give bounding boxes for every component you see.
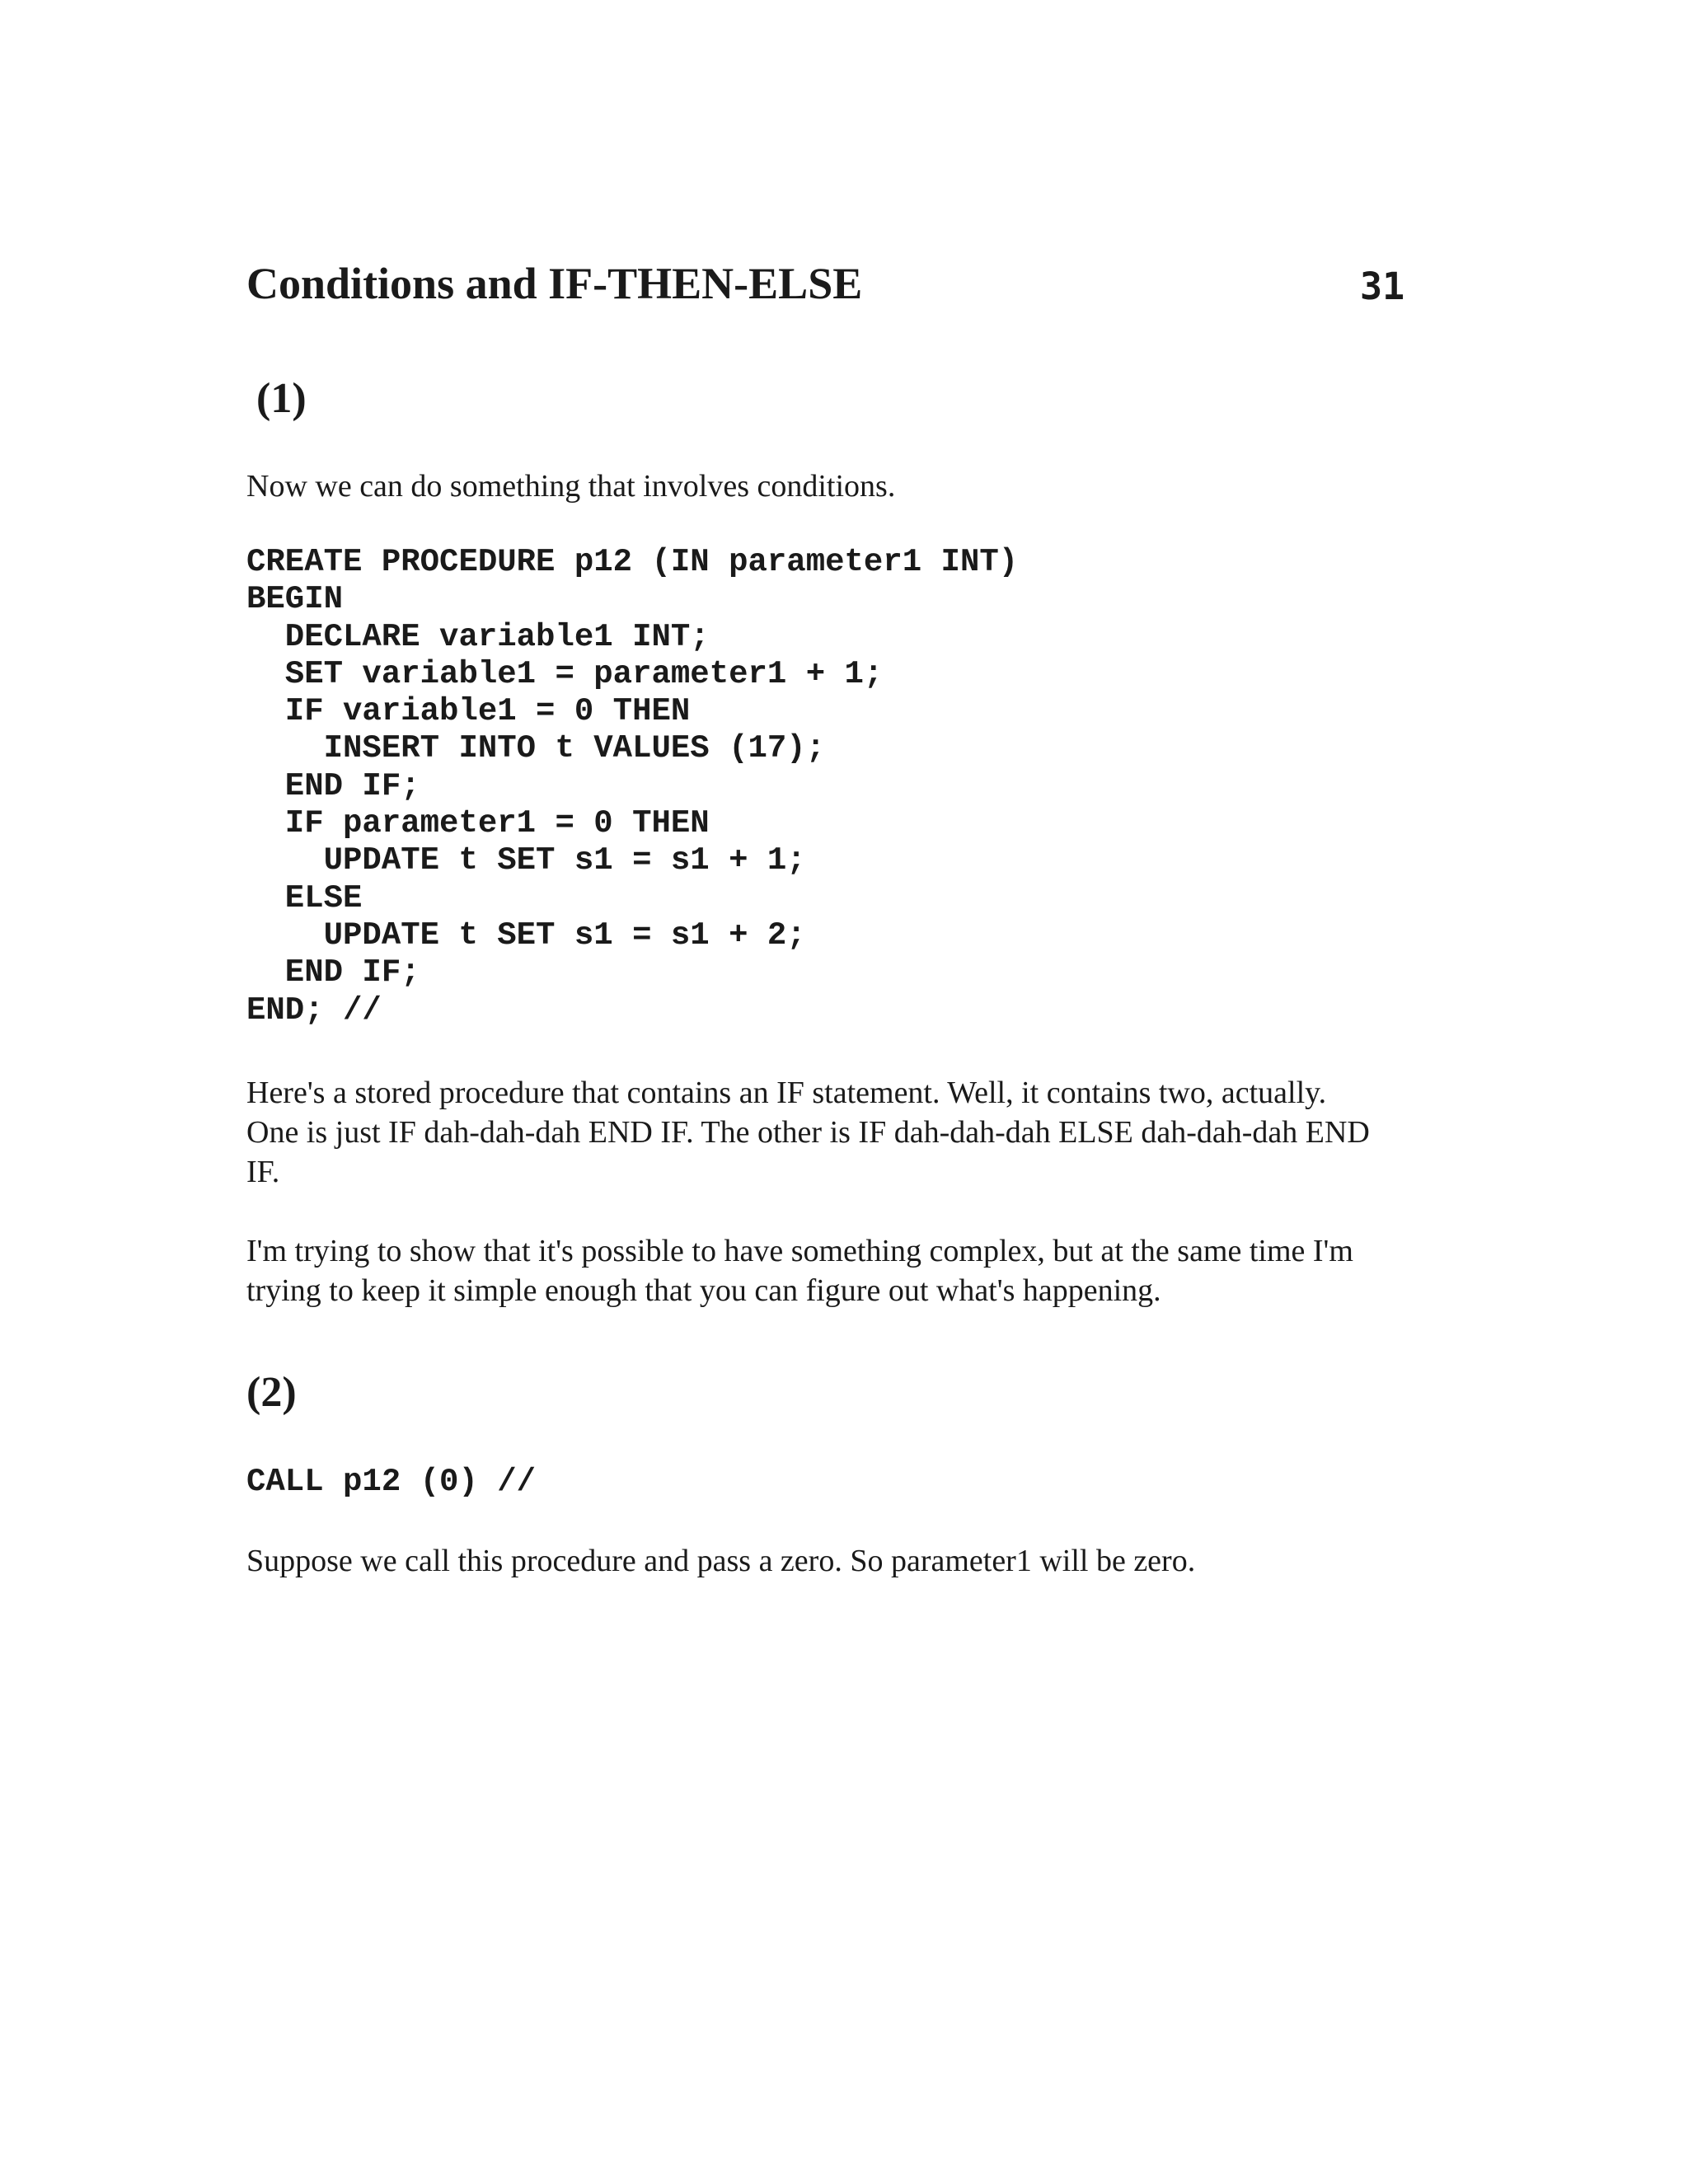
paragraph-line: Here's a stored procedure that contains an IF statement. Well, it contains two, actually.	[246, 1076, 1327, 1110]
intro-paragraph	[246, 466, 1450, 506]
page-title: Conditions and IF-THEN-ELSE	[246, 259, 863, 308]
code-line: UPDATE t SET s1 = s1 + 2;	[246, 916, 806, 954]
code-line: CALL p12 (0) //	[246, 1464, 537, 1500]
code-line: IF variable1 = 0 THEN	[246, 693, 691, 730]
code-line: END IF;	[246, 767, 420, 804]
code-line: SET variable1 = parameter1 + 1;	[246, 655, 884, 692]
code-line: IF parameter1 = 0 THEN	[246, 805, 710, 842]
explanation-paragraph	[246, 1231, 1450, 1310]
code-line: END IF;	[246, 954, 420, 991]
section-heading-1: (1)	[256, 375, 307, 422]
code-line: ELSE	[246, 879, 363, 916]
explanation-paragraph	[246, 1073, 1450, 1192]
paragraph-line: Now we can do something that involves conditions.	[246, 469, 896, 504]
paragraph-line: Suppose we call this procedure and pass a zero. So parameter1 will be zero.	[246, 1544, 1196, 1578]
paragraph-line: trying to keep it simple enough that you can figure out what's happening.	[246, 1273, 1161, 1308]
code-line: BEGIN	[246, 581, 344, 618]
code-line: END; //	[246, 991, 382, 1029]
paragraph-line: One is just IF dah-dah-dah END IF. The other is IF dah-dah-dah ELSE dah-dah-dah END	[246, 1115, 1370, 1150]
code-line: UPDATE t SET s1 = s1 + 1;	[246, 842, 806, 879]
paragraph-line: I'm trying to show that it's possible to have something complex, but at the same time I'm	[246, 1234, 1353, 1268]
code-line: DECLARE variable1 INT;	[246, 618, 710, 655]
paragraph-line: IF.	[246, 1155, 280, 1189]
section-heading-2: (2)	[246, 1369, 297, 1416]
code-line: INSERT INTO t VALUES (17);	[246, 730, 826, 767]
code-block-procedure	[246, 544, 1018, 1029]
code-block-call	[246, 1464, 536, 1501]
explanation-paragraph	[246, 1541, 1450, 1581]
page-number: 31	[1360, 265, 1405, 308]
code-line: CREATE PROCEDURE p12 (IN parameter1 INT)	[246, 544, 1019, 580]
